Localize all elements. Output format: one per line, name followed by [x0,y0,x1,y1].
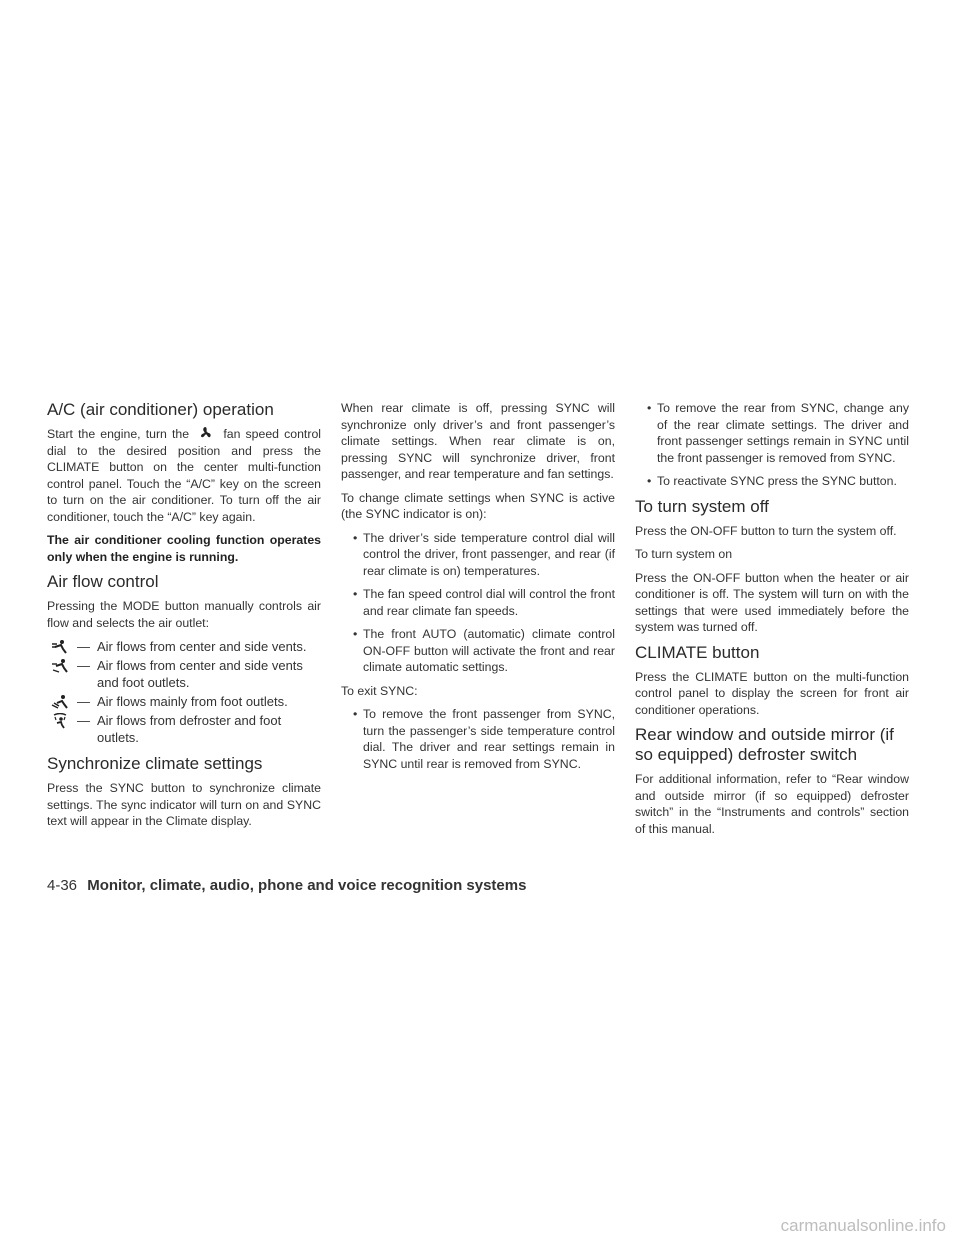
mode-item-defrost-foot [47,712,321,746]
paragraph-rear-climate: When rear climate is off, pressing SYNC will synchronize only driver’s and front passenger’s climate settings. When rear climate is on, pressing SYNC will synchronize driver, front passenger, and rear temperature and fan settings. [341,401,615,481]
mode-item-bi-level [47,657,321,691]
mode-text-foot: Air flows mainly from foot outlets. [97,694,288,709]
list-item: • To reactivate SYNC press the SYNC button. [635,473,909,490]
page-number: 4-36 [47,877,78,894]
heading-sync: Synchronize climate settings [47,754,263,773]
paragraph-turn-off: Press the ON-OFF button to turn the system off. [635,523,897,538]
paragraph-exit-sync: To exit SYNC: [341,683,418,698]
fan-icon [198,426,214,440]
paragraph-turn-on: Press the ON-OFF button when the heater or air conditioner is off. The system will turn on with the settings that were used immediately before the system was turned off. [635,570,909,634]
heading-ac-operation: A/C (air conditioner) operation [47,400,274,419]
page-footer [47,877,526,894]
mode-text-defrost-foot: Air flows from defroster and foot outlets. [97,713,282,745]
column-3 [635,400,909,844]
paragraph-rear-defroster: For additional information, refer to “Rear window and outside mirror (if so equipped) defroster switch” in the “Instruments and controls” section of this manual. [635,772,909,836]
heading-turn-off: To turn system off [635,496,769,516]
column-1 [47,400,321,837]
paragraph-engine-note: The air conditioner cooling function operates only when the engine is running. [47,533,321,564]
heading-airflow: Air flow control [47,572,159,591]
mode-item-vent [47,638,321,655]
mode-dash: — [77,713,90,728]
heading-rear-defroster: Rear window and outside mirror (if so equipped) defroster switch [635,725,894,764]
list-item: • The fan speed control dial will control the front and rear climate fan speeds. [341,586,615,619]
list-item: • The driver’s side temperature control dial will control the driver, front passenger, and rear (if rear climate is on) temperatures. [341,530,615,580]
paragraph-ac-start-a: Start the engine, turn the [47,427,190,441]
mode-dash: — [77,639,90,654]
bi-level-icon [51,658,69,674]
section-title: Monitor, climate, audio, phone and voice recognition systems [87,877,527,894]
paragraph-ac-start-b: fan speed control dial to the desired position and press the CLIMATE button on the center multi-function control panel. Touch the “A/C” key on the screen to turn on the air conditioner. To turn off the air conditioner, touch the “A/C” key again. [47,427,322,524]
mode-text-vent: Air flows from center and side vents. [97,639,307,654]
paragraph-climate-button: Press the CLIMATE button on the multi-function control panel to display the screen for front air conditioner operations. [635,669,909,717]
list-item: • The front AUTO (automatic) climate control ON-OFF button will activate the front and rear climate automatic settings. [341,626,615,676]
defrost-foot-icon [51,713,69,729]
paragraph-airflow: Pressing the MODE button manually controls air flow and selects the air outlet: [47,599,321,630]
paragraph-change-settings: To change climate settings when SYNC is active (the SYNC indicator is on): [341,490,615,521]
paragraph-ac-start [47,426,321,525]
heading-climate-button: CLIMATE button [635,642,760,662]
paragraph-turn-on-label: To turn system on [635,547,733,561]
vent-icon [51,639,69,655]
mode-item-foot [47,693,321,710]
mode-dash: — [77,694,90,709]
list-item: • To remove the rear from SYNC, change any of the rear climate settings. The driver and front passenger settings remain in SYNC until the front passenger is removed from SYNC. [635,400,909,466]
column-2 [341,400,615,779]
mode-dash: — [77,658,90,673]
paragraph-sync: Press the SYNC button to synchronize climate settings. The sync indicator will turn on and SYNC text will appear in the Climate display. [47,781,321,828]
list-item: • To remove the front passenger from SYNC, turn the passenger’s side temperature control dial. The driver and rear settings remain in SYNC until rear is removed from SYNC. [341,706,615,772]
mode-text-bi-level: Air flows from center and side vents and foot outlets. [97,658,303,690]
watermark: carmanualsonline.info [780,1216,946,1235]
foot-icon [51,694,69,710]
